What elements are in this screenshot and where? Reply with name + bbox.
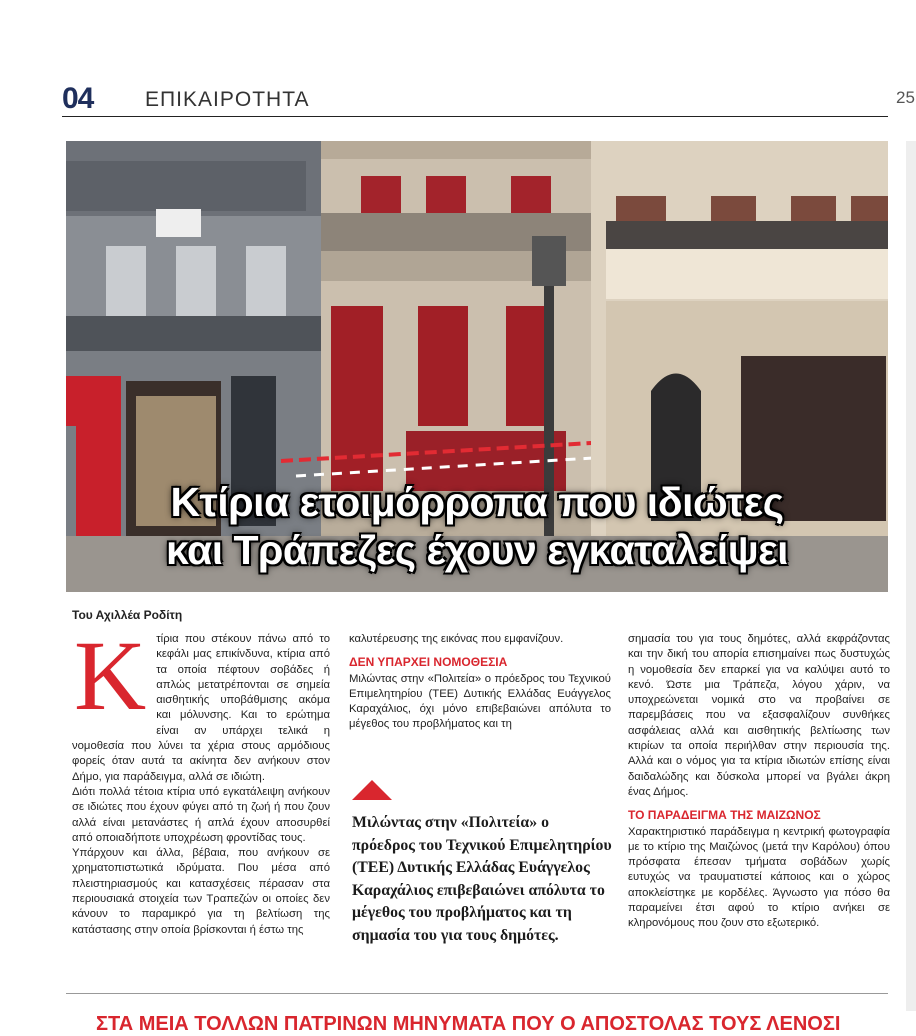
- header-rule: [62, 116, 888, 117]
- page-header: [0, 78, 916, 118]
- article-column-3: [628, 632, 890, 932]
- next-article-headline: ΣΤΑ ΜΕΙΑ ΤΟΛΛΩΝ ΠΑΤΡΙΝΩΝ ΜΗΝΥΜΑΤΑ ΠΟΥ Ο ΑΠΟΣΤΟΛΑΣ ΤΟΥΣ ΛΕΝΟΣΙ: [96, 1013, 841, 1035]
- article-headline: [66, 478, 888, 574]
- byline: Του Αχιλλέα Ροδίτη: [72, 608, 183, 622]
- paragraph: τίρια που στέκουν πάνω από το κεφάλι μας επικίνδυνα, κτίρια από τα οποία πέφτουν σοβάδες ή απλώς μετατρέπονται σε σημεία αισθητικής υποβάθμισης ακόμα και μόλυνσης. Και το ερώτημα είναι αν υπάρχει τελικά η νομοθεσία που λύνει τα χέρια στους αρμόδιους φορείς όταν αυτά τα ακίνητα δεν ανήκουν στον Δήμο, για παράδειγμα, αλλά σε ιδιώτη.: [72, 633, 330, 783]
- subhead-maizonos-example: ΤΟ ΠΑΡΑΔΕΙΓΜΑ ΤΗΣ ΜΑΙΖΩΝΟΣ: [628, 808, 821, 823]
- triangle-icon: [352, 780, 392, 800]
- paragraph: Διότι πολλά τέτοια κτίρια υπό εγκατάλειψη ανήκουν σε ιδιώτες που έχουν φύγει από τη ζωή ή που ζουν αλλά είναι μετανάστες ή απλά έχουν αποσυρθεί από οποιαδήποτε υποχρέωση φροντίδας τους.: [72, 785, 330, 844]
- headline-line-1: Κτίρια ετοιμόρροπα που ιδιώτες: [170, 479, 784, 525]
- footer-rule: [66, 993, 888, 994]
- drop-cap: Κ: [74, 620, 147, 731]
- corner-number: 25: [896, 88, 915, 107]
- headline-line-2: και Τράπεζες έχουν εγκαταλείψει: [166, 527, 788, 573]
- paragraph: Υπάρχουν και άλλα, βέβαια, που ανήκουν σε χρηματοπιστωτικά ιδρύματα. Που μέσα από πλειστηριασμούς και κατασχέσεις πέρασαν στα περιουσιακά στοιχεία των Τραπεζών οι οποίες δεν κάνουν το παραμικρό για τη βελτίωση της κατάστασης στην οποία βρίσκονται ή έστω της: [72, 847, 330, 936]
- page-number: 04: [62, 82, 94, 115]
- paragraph: σημασία του για τους δημότες, αλλά εκφράζοντας και την δική του απορία επισημαίνει πως δυστυχώς η νομοθεσία δεν επαρκεί για να καλύψει αυτό το κενό. Ώστε μια Τράπεζα, λόγου χάριν, να υποχρεώνεται νομικά στο να προβαίνει σε παρεμβάσεις που να εξασφαλίζουν συνθήκες ασφάλειας αλλά και αισθητικής βελτίωσης των κτιρίων τα οποία περιήλθαν στην περιουσία της. Αλλά και ο νόμος για τα κτίρια ιδιωτών επίσης είναι δαιδαλώδης και δύσκολα μπορεί να βγάλει άκρη ένας Δήμος.: [628, 633, 890, 798]
- subhead-no-legislation: ΔΕΝ ΥΠΑΡΧΕΙ ΝΟΜΟΘΕΣΙΑ: [349, 655, 508, 670]
- paragraph: Μιλώντας στην «Πολιτεία» ο πρόεδρος του Τεχνικού Επιμελητηρίου (ΤΕΕ) Δυτικής Ελλάδας Ευάγγελος Καραχάλιος, όχι μόνο επιβεβαιώνει απόλυτα το μέγεθος του προβλήματος και τη: [349, 672, 611, 731]
- section-title: ΕΠΙΚΑΙΡΟΤΗΤΑ: [145, 88, 310, 111]
- pull-quote: Μιλώντας στην «Πολιτεία» ο πρόεδρος του Τεχνικού Επιμελητηρίου (ΤΕΕ) Δυτικής Ελλάδας Ευάγγελος Καραχάλιος επιβεβαιώνει απόλυτα το μέγεθος του προβλήματος και τη σημασία του για τους δημότες.: [352, 814, 612, 944]
- article-column-2: [349, 632, 611, 733]
- paragraph: Χαρακτηριστικό παράδειγμα η κεντρική φωτογραφία με το κτίριο της Μαιζώνος (μετά την Καρόλου) όπου πρόσφατα έπεσαν τμήματα σοβάδων χωρίς ευτυχώς να τραυματιστεί κάποιος και ο χώρος αποκλείστηκε με κορδέλες. Άγνωστο για πόσο θα παραμείνει έτσι αφού το κτίριο ανήκει σε κληρονόμους που ζουν στο εξωτερικό.: [628, 825, 890, 930]
- paragraph: καλυτέρευσης της εικόνας που εμφανίζουν.: [349, 633, 564, 645]
- page-edge: [906, 141, 916, 1011]
- article-column-1: [72, 620, 330, 938]
